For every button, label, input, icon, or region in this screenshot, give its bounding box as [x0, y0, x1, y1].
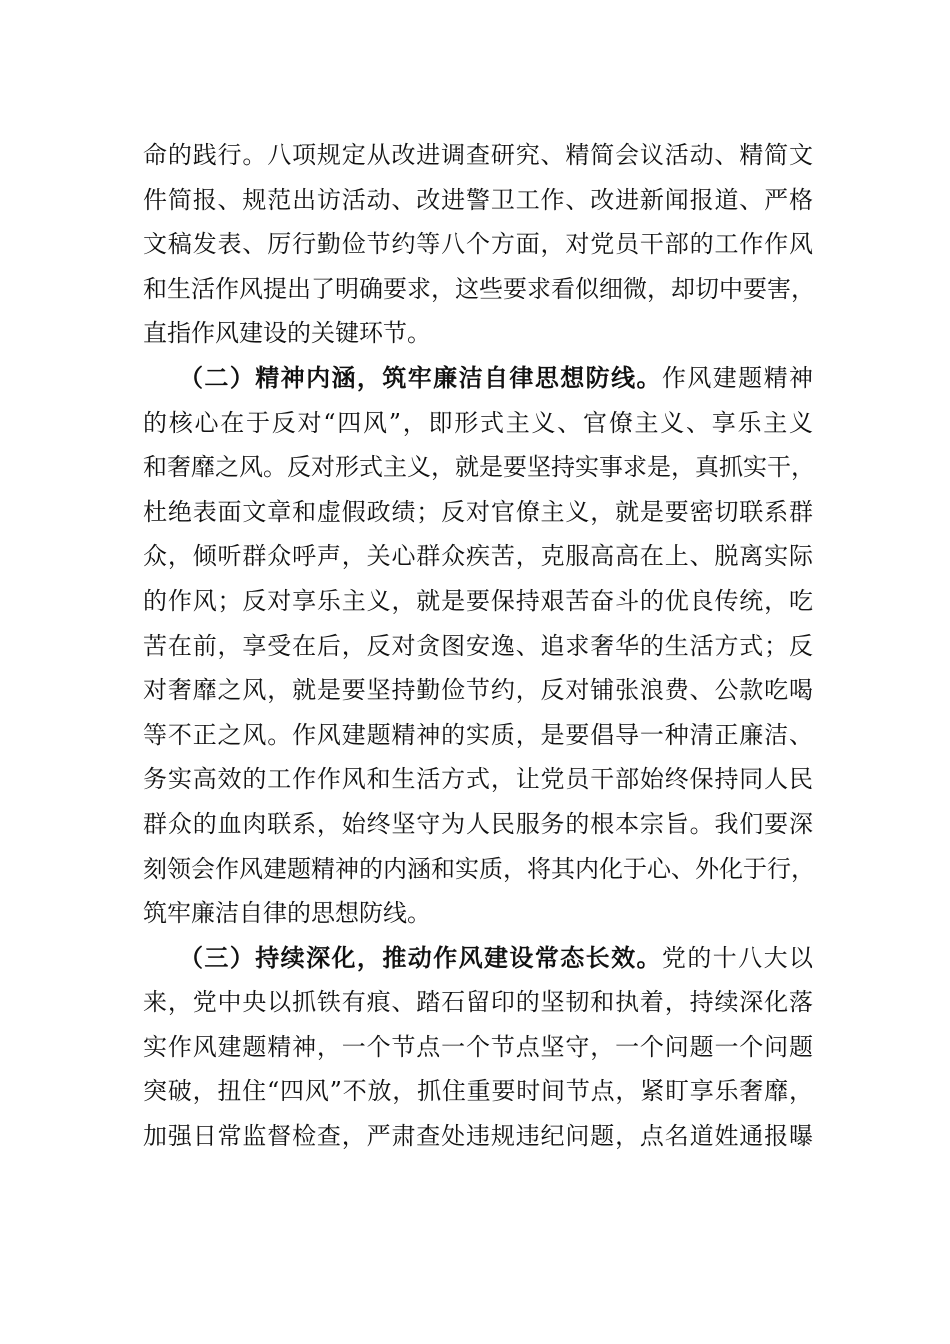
text-line: 突破，扭住“四风”不放，抓住重要时间节点，紧盯享乐奢靡， [143, 1077, 813, 1106]
heading-line-rest: 作风建题精神 [661, 363, 814, 392]
text-line: 筑牢廉洁自律的思想防线。 [143, 899, 431, 928]
paragraph-2 [143, 356, 813, 936]
text-line: 和生活作风提出了明确要求，这些要求看似细微，却切中要害， [143, 274, 815, 303]
heading-line-rest: 党的十八大以 [661, 943, 814, 972]
paragraph-1 [143, 133, 813, 356]
text-line: 杜绝表面文章和虚假政绩；反对官僚主义，就是要密切联系群 [143, 497, 813, 526]
text-line [143, 356, 813, 401]
document-body [143, 133, 813, 1159]
text-line: 文稿发表、厉行勤俭节约等八个方面，对党员干部的工作作风 [143, 230, 813, 259]
paragraph-3 [143, 936, 813, 1159]
text-line: 加强日常监督检查，严肃查处违规违纪问题，点名道姓通报曝 [143, 1122, 813, 1151]
text-line: 务实高效的工作作风和生活方式，让党员干部始终保持同人民 [143, 765, 813, 794]
text-line: 实作风建题精神，一个节点一个节点坚守，一个问题一个问题 [143, 1032, 813, 1061]
text-line: 和奢靡之风。反对形式主义，就是要坚持实事求是，真抓实干， [143, 453, 815, 482]
section-heading-2: （二）精神内涵，筑牢廉洁自律思想防线。 [179, 363, 662, 392]
section-heading-3: （三）持续深化，推动作风建设常态长效。 [179, 943, 662, 972]
text-line: 众，倾听群众呼声，关心群众疾苦，克服高高在上、脱离实际 [143, 542, 813, 571]
text-line: 群众的血肉联系，始终坚守为人民服务的根本宗旨。我们要深 [143, 809, 813, 838]
text-line: 的作风；反对享乐主义，就是要保持艰苦奋斗的优良传统，吃 [143, 586, 813, 615]
text-line: 直指作风建设的关键环节。 [143, 319, 431, 348]
text-line: 刻领会作风建题精神的内涵和实质，将其内化于心、外化于行， [143, 854, 815, 883]
text-line: 件简报、规范出访活动、改进警卫工作、改进新闻报道、严格 [143, 185, 813, 214]
text-line: 苦在前，享受在后，反对贪图安逸、追求奢华的生活方式；反 [143, 631, 813, 660]
text-line: 命的践行。八项规定从改进调查研究、精简会议活动、精简文 [143, 141, 813, 169]
text-line: 对奢靡之风，就是要坚持勤俭节约，反对铺张浪费、公款吃喝 [143, 676, 813, 705]
text-line: 等不正之风。作风建题精神的实质，是要倡导一种清正廉洁、 [143, 720, 813, 749]
text-line: 来，党中央以抓铁有痕、踏石留印的坚韧和执着，持续深化落 [143, 988, 813, 1017]
text-line: 的核心在于反对“四风”，即形式主义、官僚主义、享乐主义 [143, 408, 813, 437]
text-line [143, 936, 813, 981]
